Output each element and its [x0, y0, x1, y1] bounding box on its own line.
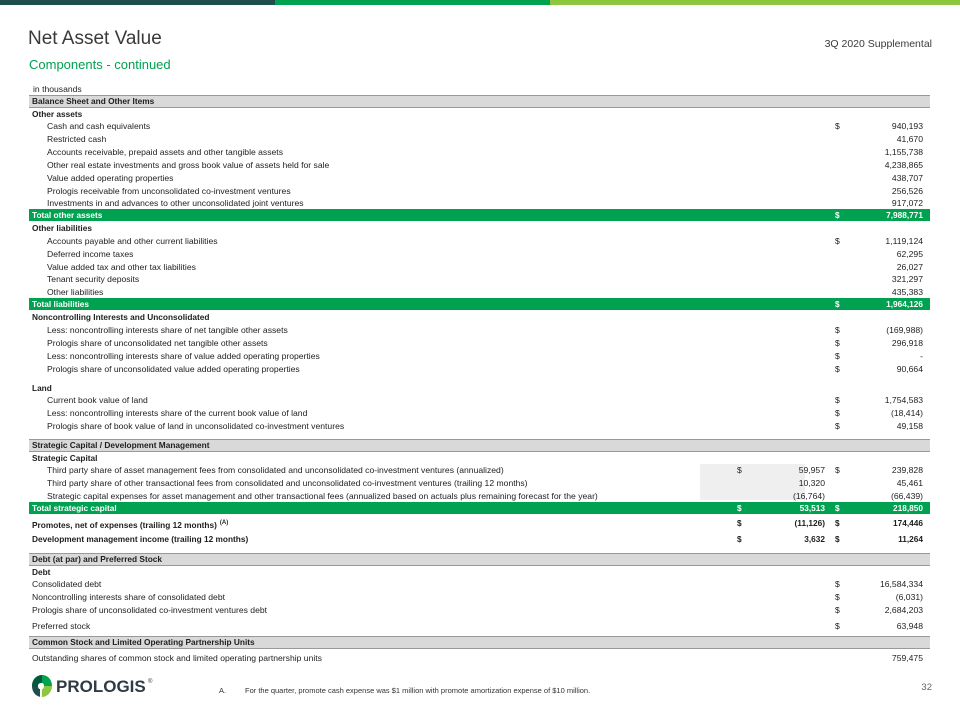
table-row	[29, 248, 930, 260]
dollar-sign: $	[835, 621, 840, 631]
dollar-sign: $	[835, 338, 840, 348]
value-cell: 1,119,124	[885, 236, 923, 246]
row-label: Current book value of land	[47, 395, 148, 405]
table-row	[29, 133, 930, 145]
value-cell: 438,707	[891, 173, 923, 183]
row-label: Noncontrolling Interests and Unconsolidated	[32, 312, 210, 322]
table-row	[29, 620, 930, 632]
row-label: Noncontrolling interests share of consolidated debt	[32, 592, 225, 602]
row-label: Accounts payable and other current liabilities	[47, 236, 218, 246]
total-row	[29, 298, 930, 310]
row-label: Strategic Capital / Development Management	[32, 440, 210, 450]
table-row	[29, 464, 930, 476]
prologis-logo	[28, 672, 178, 700]
value-cell: 63,948	[896, 621, 923, 631]
value-cell: 1,754,583	[884, 395, 923, 405]
row-label: Other assets	[32, 109, 83, 119]
row-label: Other real estate investments and gross book value of assets held for sale	[47, 160, 330, 170]
row-label: Prologis share of book value of land in unconsolidated co-investment ventures	[47, 421, 345, 431]
value-cell: 10,320	[798, 478, 825, 488]
top-bar-segment-1	[0, 0, 275, 5]
table-row	[29, 604, 930, 616]
row-label: Development management income (trailing 12 months)	[32, 534, 249, 544]
table-row	[29, 324, 930, 336]
table-row	[29, 261, 930, 273]
section-header	[29, 636, 930, 649]
table-row	[29, 363, 930, 375]
row-label: Less: noncontrolling interests share of value added operating properties	[47, 351, 320, 361]
dollar-sign: $	[835, 421, 840, 431]
row-label: Prologis share of unconsolidated value added operating properties	[47, 364, 300, 374]
row-label: Total liabilities	[32, 299, 90, 309]
dollar-sign: $	[835, 465, 840, 475]
row-label: Other liabilities	[47, 287, 104, 297]
section-header	[29, 95, 930, 108]
footnote-text: For the quarter, promote cash expense was $1 million with promote amortization expense of $10 million.	[245, 686, 591, 695]
row-label: Third party share of other transactional fees from consolidated and unconsolidated co-investment ventures (trailing 12 months)	[47, 478, 528, 488]
value-cell: (6,031)	[895, 592, 923, 602]
value-cell: (16,764)	[792, 491, 825, 501]
value-cell: 759,475	[891, 653, 923, 663]
report-tag: 3Q 2020 Supplemental	[824, 38, 932, 50]
table-row	[29, 108, 930, 120]
row-label: Total strategic capital	[32, 503, 117, 513]
value-cell: (18,414)	[890, 408, 923, 418]
top-color-bar	[0, 0, 960, 5]
row-label: Cash and cash equivalents	[47, 121, 151, 131]
value-cell: 917,072	[891, 198, 923, 208]
value-cell: 1,155,738	[884, 147, 923, 157]
row-label: Other liabilities	[32, 223, 92, 233]
row-label: Investments in and advances to other unconsolidated joint ventures	[47, 198, 304, 208]
row-label: Value added tax and other tax liabilities	[47, 262, 196, 272]
dollar-sign: $	[835, 408, 840, 418]
dollar-sign: $	[835, 325, 840, 335]
row-label: Strategic capital expenses for asset management and other transactional fees (annualized based on actuals plus remaining forecast for the year)	[47, 491, 598, 501]
table-row	[29, 652, 930, 664]
table-row	[29, 185, 930, 197]
section-header	[29, 553, 930, 566]
value-cell: 26,027	[896, 262, 923, 272]
dollar-sign: $	[835, 518, 840, 528]
value-cell: 940,193	[891, 121, 923, 131]
table-row	[29, 382, 930, 394]
dollar-sign: $	[835, 364, 840, 374]
table-row	[29, 420, 930, 432]
value-cell: 45,461	[896, 478, 923, 488]
row-label: Prologis share of unconsolidated net tangible other assets	[47, 338, 268, 348]
footnote-letter: A.	[219, 686, 227, 695]
top-bar-segment-2	[275, 0, 550, 5]
dollar-sign: $	[835, 605, 840, 615]
value-cell: 256,526	[891, 186, 923, 196]
page-number: 32	[921, 682, 932, 693]
row-label: Debt	[32, 567, 51, 577]
total-row	[29, 502, 930, 514]
page-subtitle: Components - continued	[29, 57, 171, 72]
row-label: Land	[32, 383, 52, 393]
table-row	[29, 591, 930, 603]
table-row	[29, 120, 930, 132]
row-label: Consolidated debt	[32, 579, 102, 589]
row-label: Prologis share of unconsolidated co-investment ventures debt	[32, 605, 268, 615]
dollar-sign: $	[737, 534, 742, 544]
dollar-sign: $	[737, 518, 742, 528]
footnote-marker: (A)	[219, 520, 229, 526]
value-cell: 3,632	[804, 534, 825, 544]
row-label: Restricted cash	[47, 134, 107, 144]
value-cell: 16,584,334	[879, 579, 923, 589]
row-label: Balance Sheet and Other Items	[32, 96, 155, 106]
logo-mark-icon	[32, 675, 52, 697]
row-label: Common Stock and Limited Operating Partnership Units	[32, 637, 255, 647]
row-label: Tenant security deposits	[47, 274, 140, 284]
table-row	[29, 394, 930, 406]
section-header	[29, 439, 930, 452]
table-row	[29, 517, 930, 529]
table-row	[29, 350, 930, 362]
value-cell: 41,670	[896, 134, 923, 144]
value-cell: 218,850	[893, 503, 923, 513]
dollar-sign: $	[835, 592, 840, 602]
dollar-sign: $	[835, 121, 840, 131]
dollar-sign: $	[835, 210, 840, 220]
dollar-sign: $	[835, 579, 840, 589]
table-row	[29, 146, 930, 158]
value-cell: 7,988,771	[886, 210, 923, 220]
row-label: Third party share of asset management fees from consolidated and unconsolidated co-investment ventures (annualized)	[47, 465, 504, 475]
value-cell: 174,446	[893, 518, 923, 528]
value-cell: 1,964,126	[886, 299, 923, 309]
value-cell: -	[920, 351, 923, 361]
table-row	[29, 578, 930, 590]
page-title: Net Asset Value	[28, 28, 162, 49]
table-row	[29, 533, 930, 545]
row-label: Prologis receivable from unconsolidated co-investment ventures	[47, 186, 291, 196]
row-label: Less: noncontrolling interests share of the current book value of land	[47, 408, 308, 418]
total-row	[29, 209, 930, 221]
table-row	[29, 452, 930, 464]
value-cell: (11,126)	[794, 518, 825, 528]
dollar-sign: $	[835, 395, 840, 405]
logo-text: PROLOGIS	[56, 677, 146, 696]
dollar-sign: $	[737, 503, 742, 513]
value-cell: 296,918	[891, 338, 923, 348]
table-row	[29, 311, 930, 323]
units-label: in thousands	[33, 84, 82, 94]
value-cell: (169,988)	[886, 325, 923, 335]
row-label: Less: noncontrolling interests share of net tangible other assets	[47, 325, 288, 335]
table-row	[29, 197, 930, 209]
table-row	[29, 337, 930, 349]
dollar-sign: $	[737, 465, 742, 475]
row-label: Total other assets	[32, 210, 103, 220]
table-row	[29, 477, 930, 489]
value-cell: 11,264	[898, 534, 923, 544]
value-cell: 59,957	[798, 465, 825, 475]
row-label: Accounts receivable, prepaid assets and other tangible assets	[47, 147, 283, 157]
value-cell: 321,297	[891, 274, 923, 284]
table-row	[29, 159, 930, 171]
row-label: Preferred stock	[32, 621, 91, 631]
dollar-sign: $	[835, 351, 840, 361]
table-row	[29, 172, 930, 184]
dollar-sign: $	[835, 503, 840, 513]
table-row	[29, 222, 930, 234]
table-row	[29, 407, 930, 419]
value-cell: 49,158	[896, 421, 923, 431]
row-label-wrap	[32, 517, 228, 531]
value-cell: 90,664	[896, 364, 923, 374]
value-cell: 53,513	[799, 503, 825, 513]
row-label: Outstanding shares of common stock and limited operating partnership units	[32, 653, 322, 663]
dollar-sign: $	[835, 534, 840, 544]
footnote	[219, 686, 590, 695]
row-label: Value added operating properties	[47, 173, 174, 183]
table-row	[29, 273, 930, 285]
row-label: Deferred income taxes	[47, 249, 134, 259]
value-cell: 435,383	[891, 287, 923, 297]
table-row	[29, 490, 930, 502]
table-row	[29, 235, 930, 247]
value-cell: 2,684,203	[884, 605, 923, 615]
dollar-sign: $	[835, 299, 840, 309]
table-row	[29, 286, 930, 298]
logo-reg-mark: ®	[148, 679, 153, 685]
row-label: Promotes, net of expenses (trailing 12 months)	[32, 519, 217, 530]
value-cell: (66,439)	[890, 491, 923, 501]
dollar-sign: $	[835, 236, 840, 246]
top-bar-segment-3	[550, 0, 960, 5]
table-row	[29, 566, 930, 578]
value-cell: 62,295	[896, 249, 923, 259]
value-cell: 239,828	[891, 465, 923, 475]
row-label: Debt (at par) and Preferred Stock	[32, 554, 163, 564]
row-label: Strategic Capital	[32, 453, 98, 463]
value-cell: 4,238,865	[884, 160, 923, 170]
